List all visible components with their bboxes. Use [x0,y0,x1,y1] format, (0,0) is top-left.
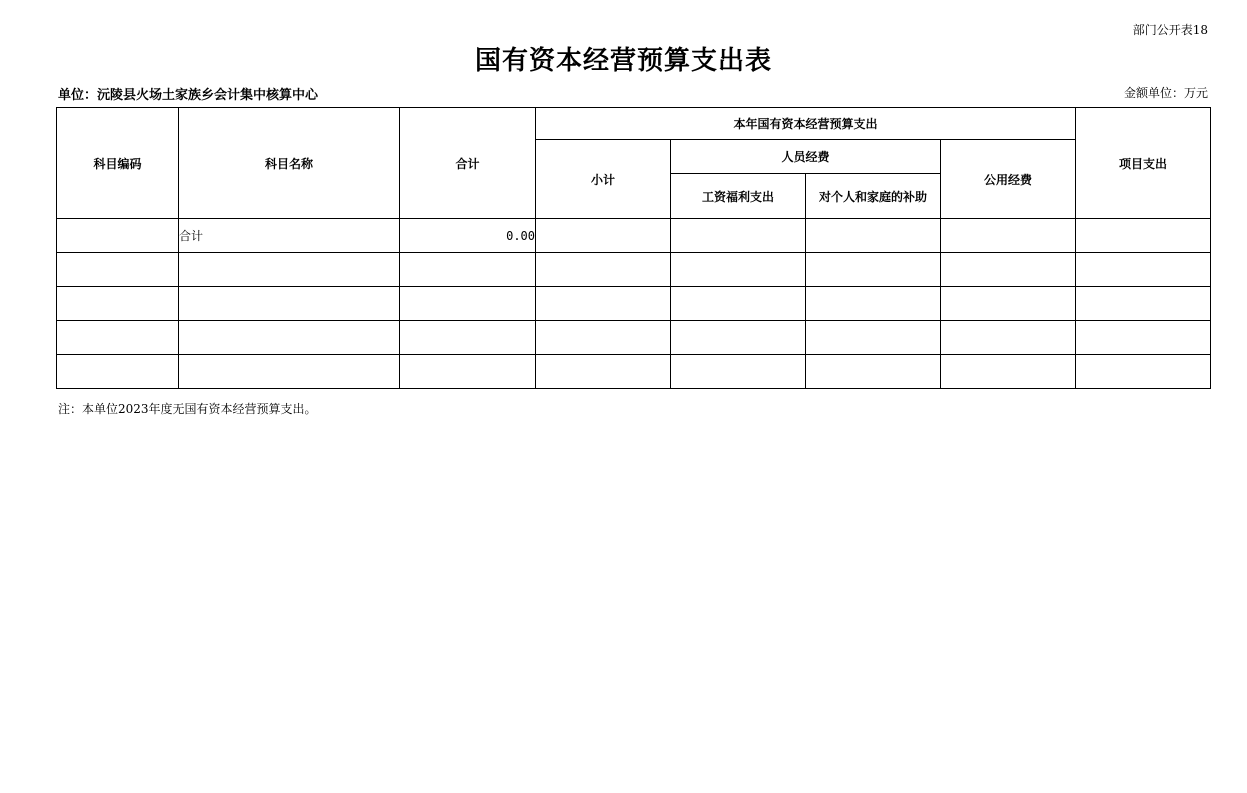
table-row [57,355,1211,389]
cell-subtotal [536,219,671,253]
cell-name [179,355,400,389]
unit-label: 单位：沅陵县火场土家族乡会计集中核算中心 [58,88,319,103]
cell-public [941,287,1076,321]
budget-table [56,107,1211,389]
header-personal-family-subsidy: 对个人和家庭的补助 [806,174,941,219]
cell-public [941,219,1076,253]
cell-subtotal [536,355,671,389]
cell-project [1076,219,1211,253]
cell-code [57,219,179,253]
cell-subsidy [806,287,941,321]
cell-wages [671,321,806,355]
header-subject-code: 科目编码 [57,108,179,219]
header-current-year-group: 本年国有资本经营预算支出 [536,108,1076,140]
table-row [57,219,1211,253]
money-unit-label: 金额单位：万元 [1123,86,1208,100]
cell-total [400,287,536,321]
cell-code [57,253,179,287]
cell-project [1076,355,1211,389]
cell-code [57,287,179,321]
form-number: 部门公开表18 [1132,23,1208,37]
header-subtotal: 小计 [536,140,671,219]
cell-name [179,253,400,287]
header-personnel-group: 人员经费 [671,140,941,174]
cell-subtotal [536,321,671,355]
header-subject-name: 科目名称 [179,108,400,219]
page-title: 国有资本经营预算支出表 [474,46,772,76]
cell-code [57,321,179,355]
cell-wages [671,355,806,389]
cell-public [941,253,1076,287]
cell-subsidy [806,355,941,389]
table-row [57,287,1211,321]
cell-subtotal [536,287,671,321]
cell-subsidy [806,253,941,287]
cell-total [400,355,536,389]
cell-public [941,321,1076,355]
cell-subsidy [806,219,941,253]
cell-total [400,253,536,287]
cell-name [179,287,400,321]
cell-project [1076,321,1211,355]
cell-total [400,321,536,355]
cell-total: 0.00 [400,219,536,253]
cell-subsidy [806,321,941,355]
header-wages-welfare: 工资福利支出 [671,174,806,219]
cell-project [1076,253,1211,287]
table-row [57,253,1211,287]
cell-subtotal [536,253,671,287]
cell-public [941,355,1076,389]
cell-wages [671,253,806,287]
footnote: 注：本单位2023年度无国有资本经营预算支出。 [58,402,317,416]
header-public-funds: 公用经费 [941,140,1076,219]
cell-name [179,321,400,355]
cell-wages [671,219,806,253]
header-project-expenditure: 项目支出 [1076,108,1211,219]
cell-code [57,355,179,389]
table-row [57,321,1211,355]
cell-name: 合计 [179,219,400,253]
header-total: 合计 [400,108,536,219]
cell-project [1076,287,1211,321]
cell-wages [671,287,806,321]
